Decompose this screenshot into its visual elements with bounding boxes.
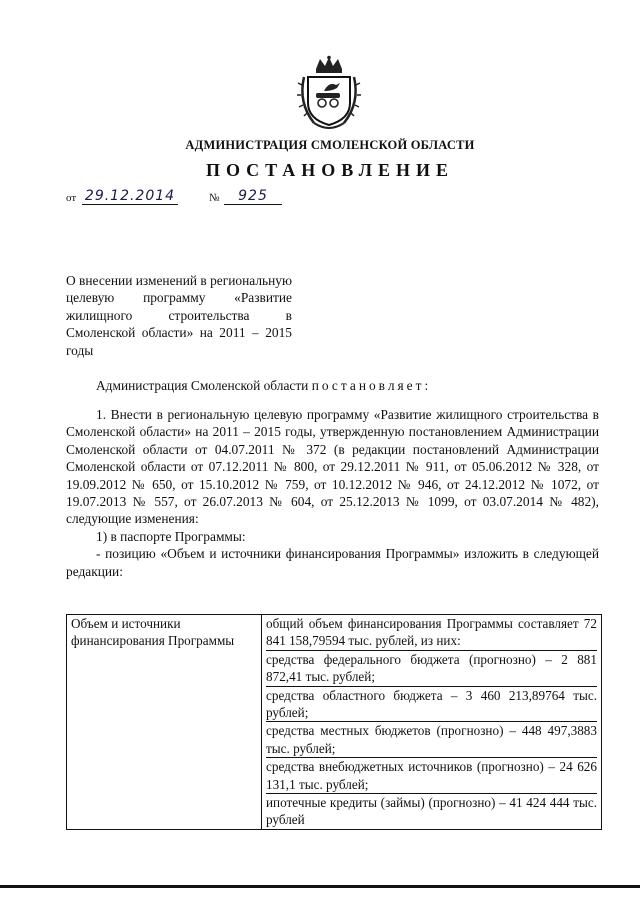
document-body xyxy=(66,406,599,580)
financing-item-total: общий объем финансирования Программы составляет 72 841 158,79594 тыс. рублей, из них: xyxy=(266,615,597,651)
document-type: ПОСТАНОВЛЕНИЕ xyxy=(205,160,455,180)
decree-word: постановляет: xyxy=(311,378,432,393)
financing-item-mortgage: ипотечные кредиты (займы) (прогнозно) – 41 424 444 тыс. рублей xyxy=(266,795,597,828)
document-meta xyxy=(66,188,326,208)
decree-lead xyxy=(96,378,431,394)
organization-name: АДМИНИСТРАЦИЯ СМОЛЕНСКОЙ ОБЛАСТИ xyxy=(185,138,475,152)
document-subject: О внесении изменений в региональную целевую программу «Развитие жилищного строительства в Смоленской области» на 2011 – 2015 годы xyxy=(66,273,292,358)
paragraph-2: 1) в паспорте Программы: xyxy=(96,528,246,544)
financing-item-local: средства местных бюджетов (прогнозно) – 448 497,3883 тыс. рублей; xyxy=(266,722,597,758)
financing-item-federal: средства федерального бюджета (прогнозно) – 2 881 872,41 тыс. рублей; xyxy=(266,651,597,687)
coat-of-arms-icon xyxy=(294,55,364,135)
table-row xyxy=(67,615,602,830)
document-number: 925 xyxy=(224,188,282,205)
table-label-cell: Объем и источники финансирования Программы xyxy=(67,615,262,830)
bottom-rule xyxy=(0,885,640,888)
table-value-cell xyxy=(262,615,602,830)
lead-text: Администрация Смоленской области xyxy=(96,378,309,393)
document-date: 29.12.2014 xyxy=(82,188,178,205)
financing-item-regional: средства областного бюджета – 3 460 213,89764 тыс. рублей; xyxy=(266,687,597,723)
paragraph-1: 1. Внести в региональную целевую программу «Развитие жилищного строительства в Смоленской области» на 2011 – 2015 годы, утвержденную постановлением Администрации Смоленской области от 04.07.2011 № 372 (в редакции постановлений Администрации Смоленской области от 07.12.2011 № 800, от 29.12.2011 № 911, от 05.06.2012 № 328, от 19.09.2012 № 650, от 15.10.2012 № 759, от 10.12.2012 № 946, от 24.12.2012 № 1072, от 19.07.2013 № 557, от 26.07.2013 № 604, от 25.12.2013 № 1099, от 03.07.2014 № 482), следующие изменения: xyxy=(66,407,599,527)
financing-table xyxy=(66,614,602,830)
paragraph-3: - позицию «Объем и источники финансирования Программы» изложить в следующей редакции: xyxy=(66,546,599,579)
date-prefix: от xyxy=(66,192,77,204)
number-prefix: № xyxy=(209,192,220,204)
financing-item-extrabudget: средства внебюджетных источников (прогнозно) – 24 626 131,1 тыс. рублей; xyxy=(266,758,597,794)
